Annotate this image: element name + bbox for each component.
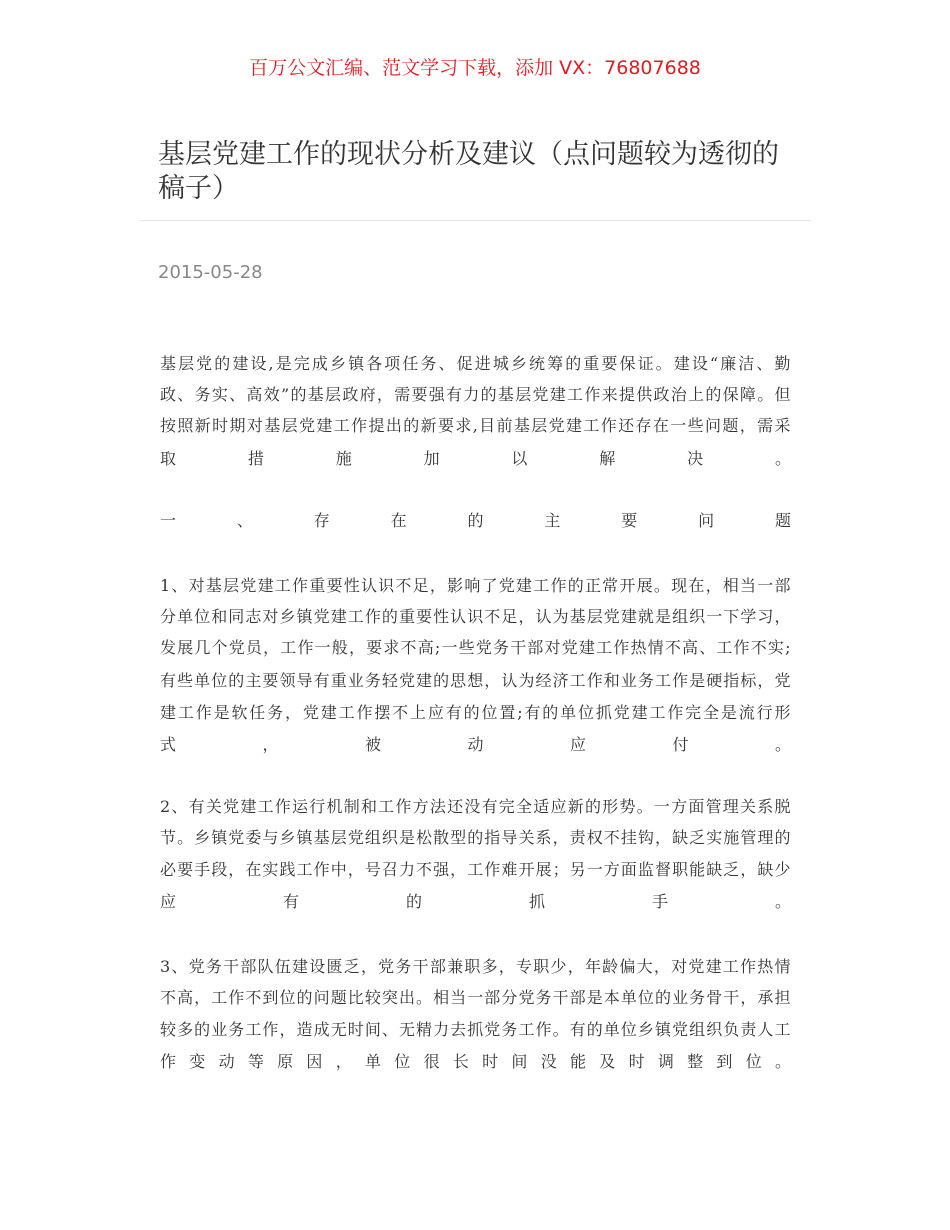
- text-line: 不高，工作不到位的问题比较突出。相当一部分党务干部是本单位的业务骨干，承担: [160, 988, 791, 1007]
- text-line: 1、对基层党建工作重要性认识不足，影响了党建工作的正常开展。现在，相当一部: [160, 576, 791, 595]
- text-line: 政、务实、高效”的基层政府，需要强有力的基层党建工作来提供政治上的保障。但: [160, 385, 791, 404]
- text-line: 基层党的建设,是完成乡镇各项任务、促进城乡统筹的重要保证。建设“廉洁、勤: [160, 354, 791, 373]
- text-line: 较多的业务工作，造成无时间、无精力去抓党务工作。有的单位乡镇党组织负责人工: [160, 1020, 791, 1039]
- text-line: 一 、 存 在 的 主 要 问 题: [160, 511, 791, 530]
- promo-banner: 百万公文汇编、范文学习下载，添加 VX：76807688: [249, 57, 701, 79]
- text-line: 作 变 动 等 原 因 ， 单 位 很 长 时 间 没 能 及 时 调 整 到 位 。: [160, 1052, 791, 1071]
- text-line: 必要手段，在实践工作中，号召力不强，工作难开展；另一方面监督职能缺乏，缺少: [160, 860, 791, 879]
- text-line: 有些单位的主要领导有重业务轻党建的思想，认为经济工作和业务工作是硬指标，党: [160, 671, 791, 690]
- text-line: 应 有 的 抓 手 。: [160, 892, 791, 911]
- text-line: 按照新时期对基层党建工作提出的新要求,目前基层党建工作还存在一些问题，需采: [160, 416, 791, 435]
- text-line: 分单位和同志对乡镇党建工作的重要性认识不足，认为基层党建就是组织一下学习，: [160, 607, 791, 626]
- article-date: 2015-05-28: [158, 262, 263, 283]
- text-line: 2、有关党建工作运行机制和工作方法还没有完全适应新的形势。一方面管理关系脱: [160, 797, 791, 816]
- text-line: 发展几个党员，工作一般，要求不高;一些党务干部对党建工作热情不高、工作不实;: [160, 638, 791, 657]
- text-line: 建工作是软任务，党建工作摆不上应有的位置;有的单位抓党建工作完全是流行形: [160, 703, 791, 722]
- text-line: 取 措 施 加 以 解 决 。: [160, 449, 791, 468]
- text-line: 3、党务干部队伍建设匮乏，党务干部兼职多，专职少，年龄偏大，对党建工作热情: [160, 957, 791, 976]
- text-line: 节。乡镇党委与乡镇基层党组织是松散型的指导关系，责权不挂钩，缺乏实施管理的: [160, 828, 791, 847]
- title-divider: [140, 220, 810, 221]
- text-line: 式 ， 被 动 应 付 。: [160, 735, 791, 754]
- article-title: 基层党建工作的现状分析及建议（点问题较为透彻的稿子）: [158, 139, 779, 204]
